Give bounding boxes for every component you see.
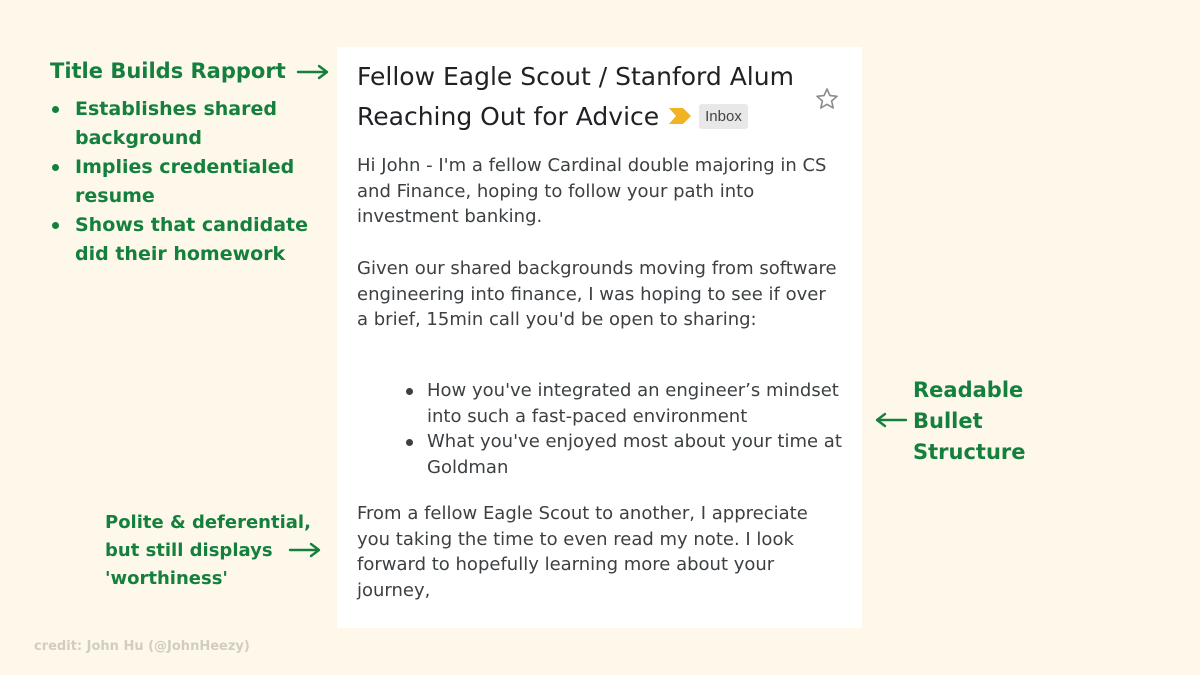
bullet-dot: [52, 164, 59, 171]
bullet-dot: [52, 106, 59, 113]
email-paragraph: Hi John - I'm a fellow Cardinal double majoring in CS and Finance, hoping to follow your path into investment banking.: [357, 155, 827, 227]
email-bullet-item: [427, 429, 847, 480]
annotation-line: 'worthiness': [105, 568, 228, 589]
email-bullet-list: [427, 378, 847, 480]
polite-arrow-icon: [288, 542, 322, 558]
annotation-line: Structure: [913, 440, 1026, 464]
bullet-dot: [406, 388, 413, 395]
star-icon[interactable]: [815, 87, 839, 111]
bullet-structure-annotation: [913, 375, 1053, 468]
credit-text: credit: John Hu (@JohnHeezy): [34, 639, 250, 654]
email-bullet-text: How you've integrated an engineer’s mindset into such a fast-paced environment: [427, 380, 839, 427]
annotation-line: Readable: [913, 378, 1024, 402]
email-paragraph: Given our shared backgrounds moving from software engineering into finance, I was hoping to see if over a brief, 15min call you'd be open to sharing:: [357, 258, 837, 330]
bullet-arrow-icon: [874, 412, 908, 428]
title-annotation-bullets: [50, 95, 330, 269]
annotation-bullet-text: Implies credentialed resume: [75, 156, 295, 207]
email-card: [337, 47, 862, 628]
annotation-bullet: [50, 95, 330, 153]
annotation-line: Polite & deferential,: [105, 512, 311, 533]
annotation-bullet-text: Shows that candidate did their homework: [75, 214, 308, 265]
title-arrow-icon: [296, 64, 330, 80]
email-paragraph: From a fellow Eagle Scout to another, I appreciate you taking the time to even read my note. I look forward to hopefully learning more about your journey,: [357, 503, 808, 601]
title-annotation: [50, 57, 286, 85]
email-bullet-item: [427, 378, 847, 429]
email-subject-text: Fellow Eagle Scout / Stanford Alum Reaching Out for Advice: [357, 62, 794, 131]
annotation-bullet-text: Establishes shared background: [75, 98, 277, 149]
email-subject: [357, 57, 817, 137]
bullet-dot: [406, 439, 413, 446]
title-annotation-label: Title Builds Rapport: [50, 59, 286, 83]
bullet-dot: [52, 222, 59, 229]
annotation-line: Bullet: [913, 409, 983, 433]
annotation-line: but still displays: [105, 540, 273, 561]
inbox-label-chip[interactable]: Inbox: [699, 104, 748, 129]
email-bullet-text: What you've enjoyed most about your time at Goldman: [427, 431, 842, 478]
annotation-bullet: [50, 211, 330, 269]
importance-marker-icon[interactable]: [669, 108, 691, 124]
annotation-bullet: [50, 153, 330, 211]
